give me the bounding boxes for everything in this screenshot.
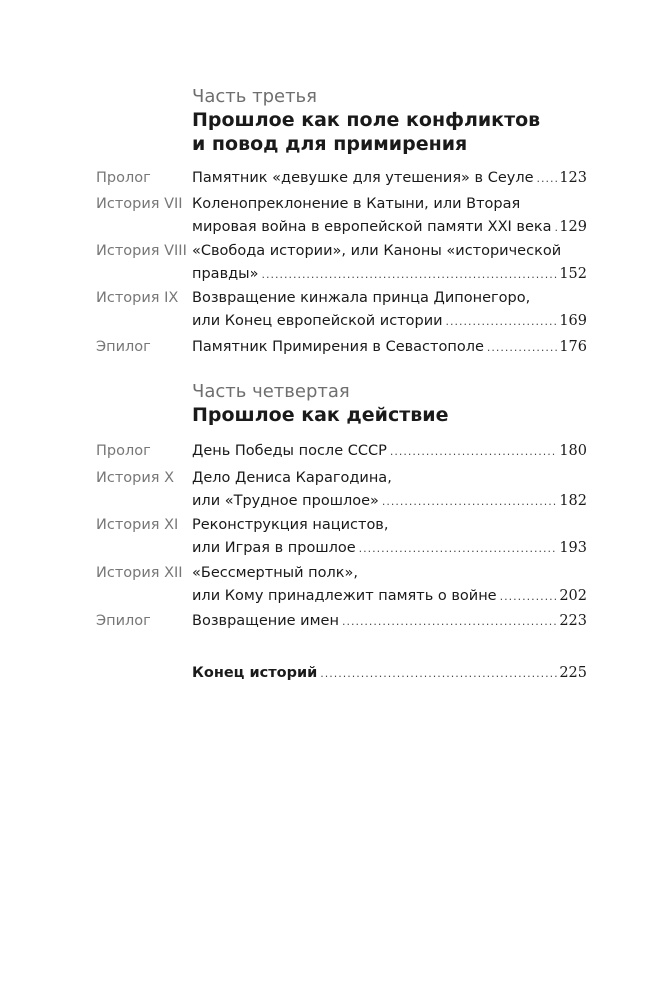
entry-title: или Играя в прошлое [192,540,356,556]
page-number: 182 [559,493,587,509]
page-number: 193 [559,540,587,556]
page-number: 129 [559,219,587,235]
page-number: 223 [559,613,587,629]
entry-title-line1: Коленопреклонение в Катыни, или Вторая [192,196,521,212]
page-number: 225 [559,665,587,681]
dot-leader [342,610,557,633]
entry-title-line1: «Свобода истории», или Каноны «исторической [192,243,562,259]
dot-leader [320,662,557,685]
entry-kind: Эпилог [96,339,151,355]
dot-leader [555,216,558,239]
entry-title: День Победы после СССР [192,443,387,459]
entry-title: или Конец европейской истории [192,313,443,329]
entry-kind: История IX [96,290,179,306]
dot-leader [487,336,557,359]
entry-title-line1: Реконструкция нацистов, [192,517,389,533]
entry-kind: Пролог [96,170,151,186]
part-four-header [192,381,592,427]
entry-title-line1: «Бессмертный полк», [192,565,359,581]
entry-kind: История VIII [96,243,187,259]
page-number: 169 [559,313,587,329]
part-title: Прошлое как действие [192,404,449,426]
entry-title: или «Трудное прошлое» [192,493,379,509]
entry-title: Конец историй [192,665,318,681]
entry-title: Памятник Примирения в Севастополе [192,339,484,355]
entry-title: Памятник «девушке для утешения» в Сеуле [192,170,534,186]
entry-kind: История XI [96,517,179,533]
page-number: 202 [559,588,587,604]
dot-leader [261,263,557,286]
dot-leader [537,167,558,190]
entry-title: или Кому принадлежит память о войне [192,588,497,604]
entry-kind: Пролог [96,443,151,459]
part-title: Прошлое как поле конфликтов [192,109,541,131]
entry-kind: Эпилог [96,613,151,629]
entry-title: правды» [192,266,259,282]
part-label: Часть третья [192,86,317,107]
dot-leader [446,310,558,333]
dot-leader [382,490,557,513]
part-title: и повод для примирения [192,133,468,155]
entry-title: Возвращение имен [192,613,339,629]
entry-kind: История XII [96,565,183,581]
entry-kind: История VII [96,196,183,212]
part-label: Часть четвертая [192,381,350,402]
dot-leader [390,440,557,463]
page-number: 176 [559,339,587,355]
page-number: 180 [559,443,587,459]
dot-leader [500,585,558,608]
entry-kind: История X [96,470,175,486]
page-number: 152 [559,266,587,282]
page-number: 123 [559,170,587,186]
part-three-header [192,86,592,156]
entry-title-line1: Дело Дениса Карагодина, [192,470,392,486]
entry-title-line1: Возвращение кинжала принца Дипонегоро, [192,290,531,306]
entry-title: мировая война в европейской памяти XXI века [192,219,552,235]
dot-leader [359,537,558,560]
